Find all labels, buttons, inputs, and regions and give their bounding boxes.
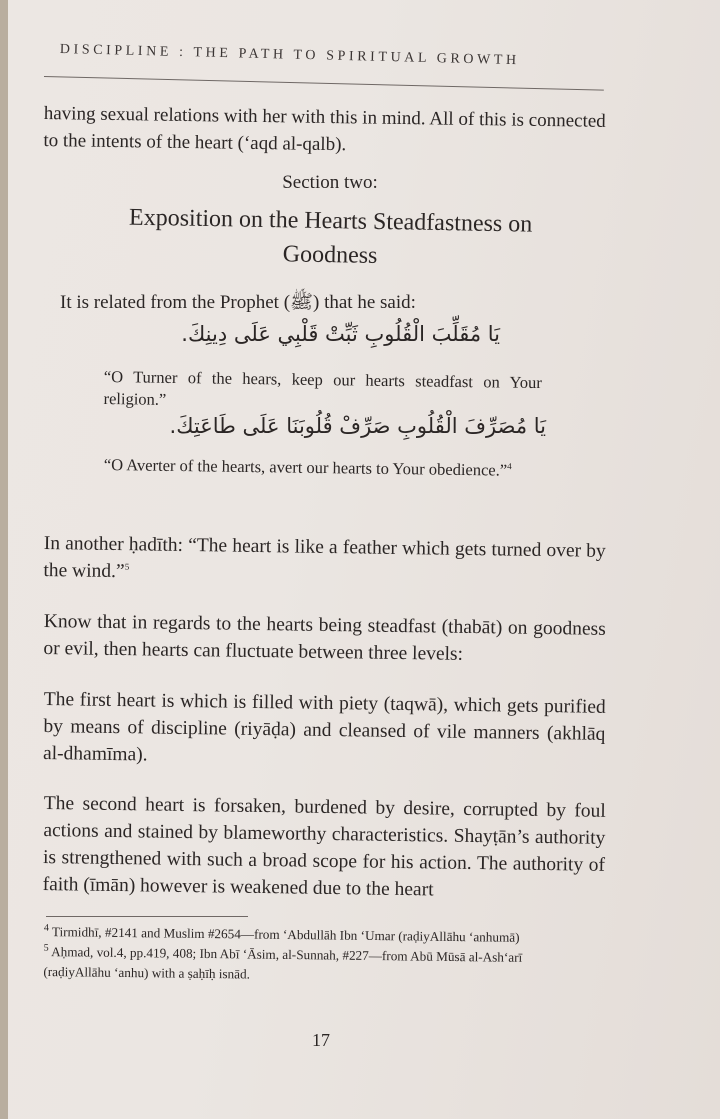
footnote-4-mark: 4 xyxy=(43,922,49,934)
running-head: DISCIPLINE : THE PATH TO SPIRITUAL GROWTH xyxy=(59,42,520,69)
footnote-rule xyxy=(46,916,248,917)
hadith-paragraph xyxy=(43,530,606,592)
footnote-4-text: Tirmidhī, #2141 and Muslim #2654—from ‘Abdullāh Ibn ‘Umar (raḍiyAllāhu ‘anhumā) xyxy=(51,924,520,945)
footnote-5-mark: 5 xyxy=(43,942,49,954)
continuation-paragraph: having sexual relations with her with this in mind. All of this is connected to the intents of the heart (‘aqd al-qalb). xyxy=(43,102,606,156)
page-spine-edge xyxy=(0,0,8,1119)
section-title: Exposition on the Hearts Steadfastness on Goodness xyxy=(128,204,533,269)
footnotes xyxy=(43,922,619,989)
arabic-supplication-2: يَا مُصَرِّفَ الْقُلُوبِ صَرِّفْ قُلُوبَنَا عَلَى طَاعَتِكَ. xyxy=(169,414,546,438)
section-label: Section two: xyxy=(282,172,378,193)
footnote-5-continued: (raḍiyAllāhu ‘anhu) with a ṣaḥīḥ isnād. xyxy=(43,963,251,982)
levels-paragraph: Know that in regards to the hearts being steadfast (thabāt) on goodness or evil, then hearts can fluctuate between three levels: xyxy=(43,610,606,665)
first-heart-paragraph: The first heart is which is filled with piety (taqwā), which gets purified by means of discipline (riyāḍa) and cleansed of vile manners (akhlāq al-dhamīma). xyxy=(42,688,606,766)
footnote-5-text: Aḥmad, vol.4, pp.419, 408; Ibn Abī ‘Āsim, al-Sunnah, #227—from Abū Mūsā al-Ash‘arī xyxy=(51,944,523,965)
hadith-text: In another ḥadīth: “The heart is like a feather which gets turned over by the wind.” xyxy=(43,532,606,583)
footnote-ref-5: 5 xyxy=(124,561,130,572)
translation-quote-1: “O Turner of the hears, keep our hearts steadfast on Your religion.” xyxy=(103,366,542,409)
header-rule xyxy=(44,76,604,91)
translation-quote-2 xyxy=(104,454,542,482)
quote-2-text: “O Averter of the hearts, avert our hearts to Your obedience.” xyxy=(103,454,508,480)
footnote-ref-4: 4 xyxy=(507,461,512,472)
second-heart-paragraph: The second heart is forsaken, burdened by desire, corrupted by foul actions and stained by blameworthy characteristics. Shayṭān’s authority is strengthened with such a broad scope for his action. The authority of faith (īmān) however is weakened due to the heart xyxy=(42,792,606,901)
arabic-supplication-1: يَا مُقَلِّبَ الْقُلُوبِ ثَبِّتْ قَلْبِي عَلَى دِينِكَ. xyxy=(181,322,500,346)
page-number: 17 xyxy=(312,1030,330,1050)
intro-line: It is related from the Prophet (ﷺ) that he said: xyxy=(60,292,416,313)
